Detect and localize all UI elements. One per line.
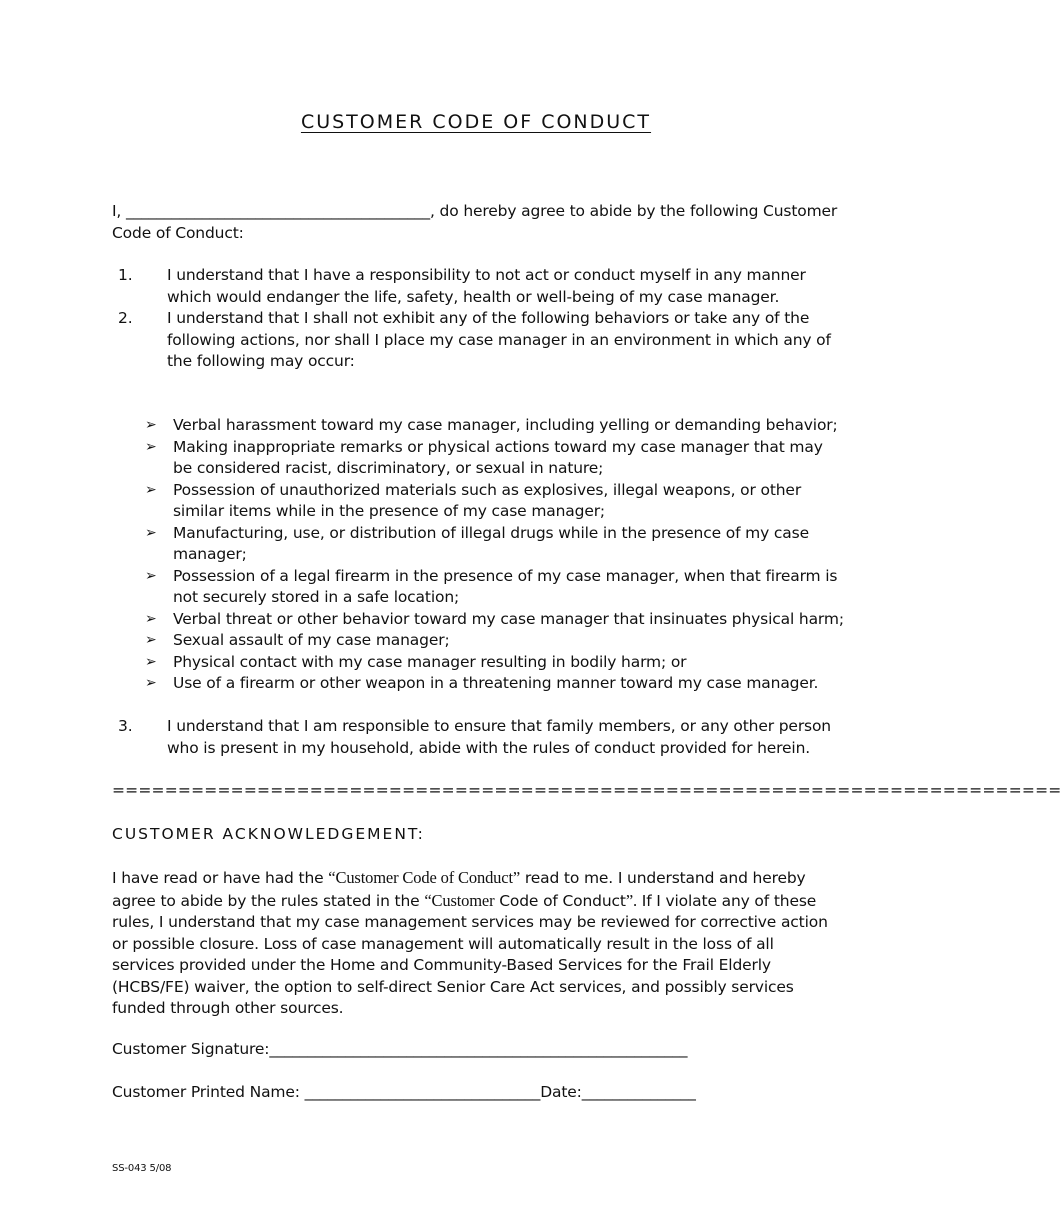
arrow-bullet-icon: ➢ <box>145 524 157 541</box>
bullet-item <box>145 523 845 566</box>
ack-text: Code of Conduct <box>494 891 626 910</box>
bullet-item <box>145 415 845 437</box>
page-title: CUSTOMER CODE OF CONDUCT <box>300 111 652 133</box>
bullet-item <box>145 609 845 631</box>
section-separator: ======================================================================== <box>112 781 1062 799</box>
prohibited-behaviors-list <box>145 415 845 695</box>
bullet-text: Sexual assault of my case manager; <box>173 631 450 649</box>
bullet-text: Possession of a legal firearm in the presence of my case manager, when that firearm is not securely stored in a safe location; <box>173 566 838 606</box>
arrow-bullet-icon: ➢ <box>145 653 157 670</box>
bullet-text: Making inappropriate remarks or physical actions toward my case manager that may be considered racist, discriminatory, or sexual in nature; <box>173 437 823 477</box>
arrow-bullet-icon: ➢ <box>145 567 157 584</box>
ack-text: If I violate any of these rules, I understand that my case management services may be reviewed for corrective action or possible closure. Loss of case management will automatically result in the loss of all services provided under the Home and Community-Based Services for the Frail Elderly (HCBS/FE) waiver, the option to self-direct Senior Care Act services, and possibly services funded through other sources. <box>112 891 828 1017</box>
bullet-text: Physical contact with my case manager resulting in bodily harm; or <box>173 652 687 671</box>
list-item-number: 1. <box>118 266 133 284</box>
bullet-item <box>145 673 845 695</box>
list-item-number: 2. <box>118 309 133 327</box>
bullet-text: Possession of unauthorized materials such as explosives, illegal weapons, or other similar items while in the presence of my case manager; <box>173 480 802 520</box>
ack-quote: “Customer Code of Conduct” <box>328 868 521 887</box>
arrow-bullet-icon: ➢ <box>145 675 157 691</box>
bullet-text: Use of a firearm or other weapon in a threatening manner toward my case manager. <box>173 674 819 692</box>
arrow-bullet-icon: ➢ <box>145 438 157 455</box>
customer-signature-line[interactable]: Customer Signature:_______________________________________________________ <box>112 1040 688 1058</box>
arrow-bullet-icon: ➢ <box>145 610 157 627</box>
list-item-text: I understand that I have a responsibility to not act or conduct myself in any manner which would endanger the life, safety, health or well-being of my case manager. <box>167 266 806 306</box>
form-number-footer: SS-043 5/08 <box>112 1163 172 1174</box>
list-item-number: 3. <box>118 717 133 735</box>
list-item-text: I understand that I shall not exhibit any of the following behaviors or take any of the following actions, nor shall I place my case manager in an environment in which any of the following may occur: <box>167 309 831 370</box>
ack-text: read to me. I understand and hereby agree to abide by the rules stated in the <box>112 869 806 910</box>
list-item-3 <box>112 716 840 759</box>
bullet-item <box>145 480 845 523</box>
acknowledgement-heading: CUSTOMER ACKNOWLEDGEMENT: <box>112 825 425 843</box>
intro-paragraph: I, ________________________________________, do hereby agree to abide by the following Customer Code of Conduct: <box>112 202 838 242</box>
ack-quote: ”. <box>625 890 638 910</box>
numbered-list-top <box>112 265 840 373</box>
bullet-item <box>145 566 845 609</box>
printed-name-date-line[interactable]: Customer Printed Name: _______________________________Date:_______________ <box>112 1083 696 1101</box>
arrow-bullet-icon: ➢ <box>145 417 157 433</box>
ack-text: I have read or have had the <box>112 869 329 887</box>
ack-quote: “Customer <box>424 890 495 910</box>
acknowledgement-paragraph <box>112 867 832 1020</box>
bullet-text: Manufacturing, use, or distribution of illegal drugs while in the presence of my case manager; <box>173 523 809 563</box>
list-item-1 <box>112 265 840 308</box>
bullet-item <box>145 437 845 480</box>
list-item-text: I understand that I am responsible to ensure that family members, or any other person who is present in my household, abide with the rules of conduct provided for herein. <box>167 717 831 757</box>
bullet-text: Verbal threat or other behavior toward my case manager that insinuates physical harm; <box>173 609 844 628</box>
arrow-bullet-icon: ➢ <box>145 481 157 498</box>
list-item-2 <box>112 308 840 373</box>
bullet-text: Verbal harassment toward my case manager, including yelling or demanding behavior; <box>173 416 838 434</box>
arrow-bullet-icon: ➢ <box>145 632 157 648</box>
bullet-item <box>145 630 845 652</box>
bullet-item <box>145 652 845 674</box>
numbered-list-bottom <box>112 716 840 759</box>
